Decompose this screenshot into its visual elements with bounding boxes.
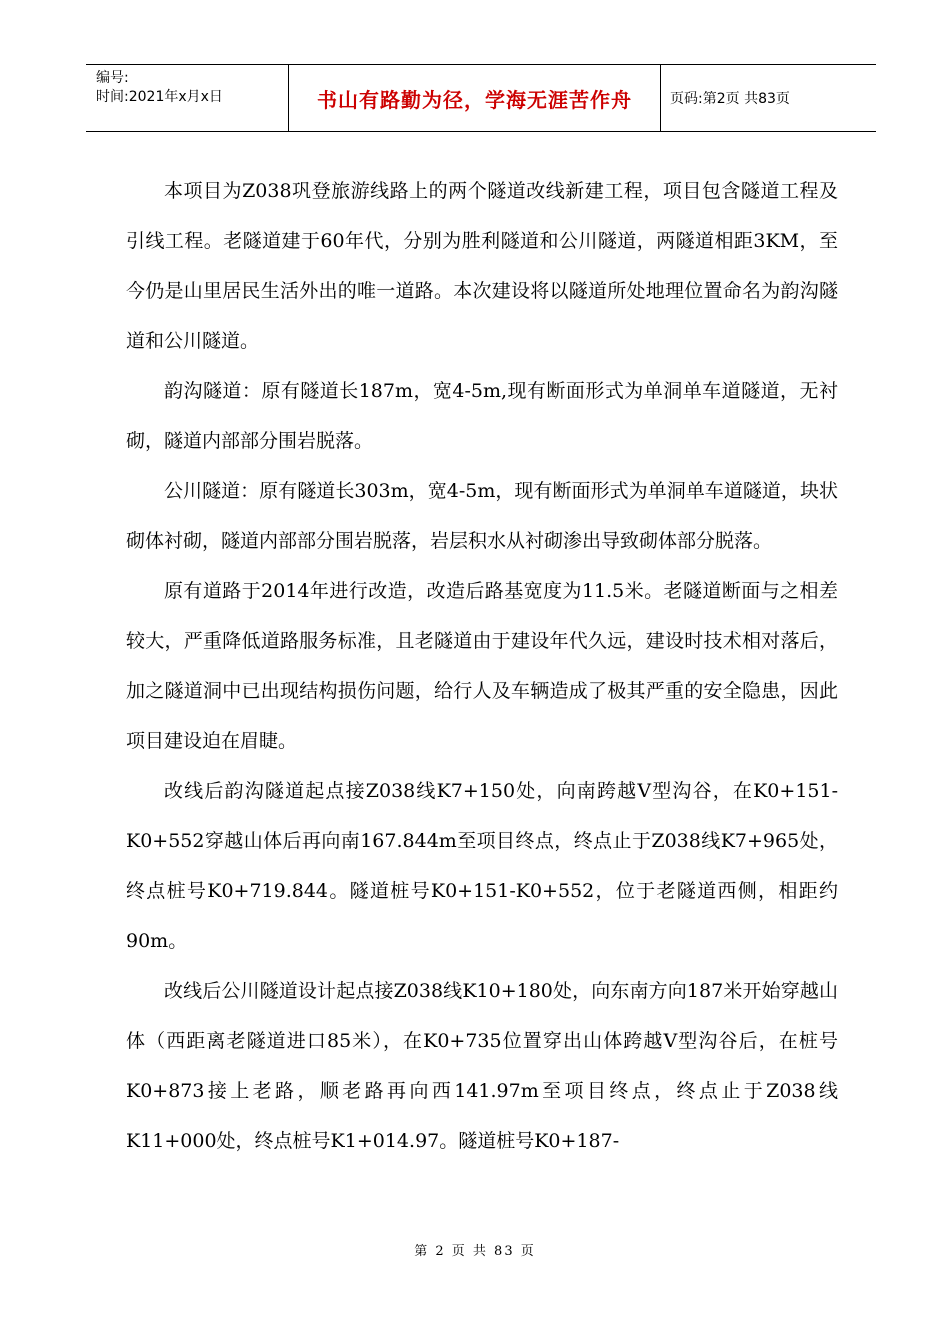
paragraph: 韵沟隧道：原有隧道长187m，宽4-5m,现有断面形式为单洞单车道隧道，无衬砌，隧道内部部分围岩脱落。 [126,380,838,452]
serial-label: 编号: [96,70,129,86]
header-motto: 书山有路勤为径，学海无涯苦作舟 [317,87,632,112]
page-header [86,64,876,132]
paragraph: 改线后韵沟隧道起点接Z038线K7+150处，向南跨越V型沟谷，在K0+151-K0+552穿越山体后再向南167.844m至项目终点，终点止于Z038线K7+965处，终点桩号K0+719.844。隧道桩号K0+151-K0+552，位于老隧道西侧，相距约90m。 [126,780,838,952]
paragraph: 原有道路于2014年进行改造，改造后路基宽度为11.5米。老隧道断面与之相差较大，严重降低道路服务标准，且老隧道由于建设年代久远，建设时技术相对落后，加之隧道洞中已出现结构损伤问题，给行人及车辆造成了极其严重的安全隐患，因此项目建设迫在眉睫。 [126,580,838,752]
paragraph: 公川隧道：原有隧道长303m，宽4-5m，现有断面形式为单洞单车道隧道，块状砌体衬砌，隧道内部部分围岩脱落，岩层积水从衬砌渗出导致砌体部分脱落。 [126,480,838,552]
header-page-number: 页码:第2页 共83页 [670,91,790,107]
paragraph: 本项目为Z038巩登旅游线路上的两个隧道改线新建工程，项目包含隧道工程及引线工程。老隧道建于60年代，分别为胜利隧道和公川隧道，两隧道相距3KM，至今仍是山里居民生活外出的唯一道路。本次建设将以隧道所处地理位置命名为韵沟隧道和公川隧道。 [126,180,838,352]
page-footer: 第 2 页 共 83 页 [414,1244,536,1259]
header-divider [660,65,661,131]
time-label: 时间:2021年x月x日 [96,89,223,105]
header-meta [96,69,286,107]
paragraph: 改线后公川隧道设计起点接Z038线K10+180处，向东南方向187米开始穿越山体（西距离老隧道进口85米），在K0+735位置穿出山体跨越V型沟谷后，在桩号K0+873接上老路，顺老路再向西141.97m至项目终点，终点止于Z038线K11+000处，终点桩号K1+014.97。隧道桩号K0+187- [126,980,838,1152]
document-body [126,166,838,1166]
